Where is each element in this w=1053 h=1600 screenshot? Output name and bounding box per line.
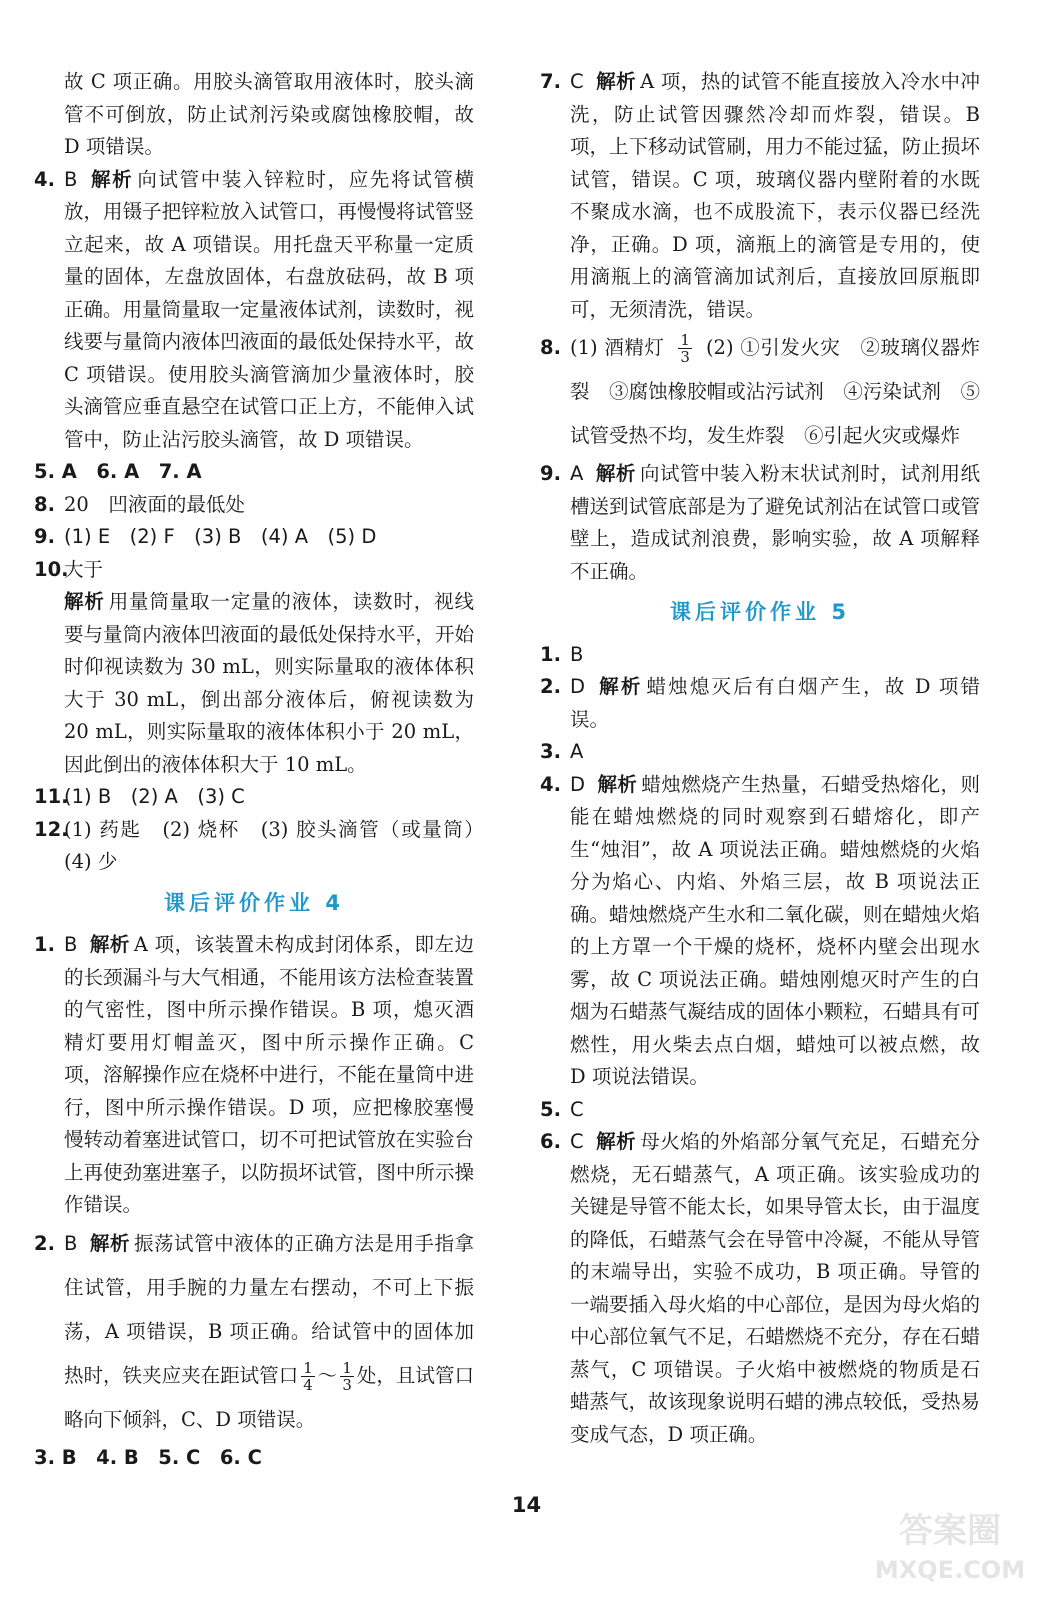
answer-choice: D (570, 772, 586, 796)
analysis-text: 向试管中装入锌粒时，应先将试管横放，用镊子把锌粒放入试管口，再慢慢将试管竖立起来，故 A 项错误。用托盘天平称量一定质量的固体，左盘放固体，右盘放砝码，故 B 项正确。用量筒量取一定量液体试剂，读数时，视线要与量筒内液体凹液面的最低处保持水平，故 C 项错误。使用胶头滴管滴加少量液体时，胶头滴管应垂直悬空在试管口正上方，不能伸入试管中，防止沾污胶头滴管，故 D 项错误。 (64, 167, 474, 451)
item-number: 1. (34, 933, 55, 956)
answer-list: 3. B 4. B 5. C 6. C (34, 1445, 262, 1469)
analysis-label: 解析 (64, 590, 105, 613)
answer-choice: B (64, 167, 78, 191)
watermark-top-text: 答案圈 (899, 1511, 1001, 1551)
item-number: 9. (540, 462, 561, 485)
answer-choice: A (570, 462, 584, 485)
right-column (540, 66, 980, 1451)
item-number: 4. (540, 772, 561, 796)
analysis-10 (34, 586, 474, 781)
item-number: 11. (34, 785, 69, 808)
analysis-text: 向试管中装入粉末状试剂时，试剂用纸槽送到试管底部是为了避免试剂沾在试管口或管壁上，造成试剂浪费，影响实验，故 A 项解释不正确。 (570, 462, 980, 583)
answer-item-4 (540, 769, 980, 1094)
item-number: 3. (540, 740, 561, 763)
analysis-label: 解析 (89, 933, 130, 956)
answer-item-5 (540, 1094, 980, 1127)
analysis-label: 解析 (595, 70, 637, 93)
answer-text: (1) B (2) A (3) C (64, 785, 245, 808)
answer-text: (1) 酒精灯 (570, 336, 665, 359)
answer-list: 5. A 6. A 7. A (34, 460, 202, 483)
left-column (34, 66, 494, 1474)
fraction-one-third: $\frac{1}{3}$ (342, 1358, 352, 1394)
answer-choice: B (570, 642, 584, 666)
fraction-one-third: $\frac{1}{3}$ (680, 331, 690, 366)
analysis-label: 解析 (89, 1231, 130, 1255)
answer-line-3-6 (34, 1442, 474, 1475)
answer-item-6 (540, 1126, 980, 1451)
answer-choice: A (570, 740, 584, 763)
answer-choice: C (570, 70, 584, 93)
item-number: 4. (34, 167, 55, 191)
analysis-text: A 项，该装置未构成封闭体系，即左边的长颈漏斗与大气相通，不能用该方法检查装置的气密性，图中所示操作错误。B 项，熄灭酒精灯要用灯帽盖灭，图中所示操作正确。C 项，溶解操作应在烧杯中进行，不能在量筒中进行，图中所示操作错误。D 项，应把橡胶塞慢慢转动着塞进试管口，切不可把试管放在实验台上再使劲塞进塞子，以防损坏试管，图中所示操作错误。 (64, 933, 474, 1216)
analysis-text: 蜡烛燃烧产生热量，石蜡受热熔化，则能在蜡烛燃烧的同时观察到石蜡熔化，即产生“烛泪”，故 A 项说法正确。蜡烛燃烧的火焰分为焰心、内焰、外焰三层，故 B 项说法正确。蜡烛燃烧产生水和二氧化碳，则在蜡烛火焰的上方罩一个干燥的烧杯，烧杯内壁会出现水雾，故 C 项说法正确。蜡烛刚熄灭时产生的白烟为石蜡蒸气凝结成的固体小颗粒，石蜡具有可燃性，用火柴去点白烟，蜡烛可以被点燃，故 D 项说法错误。 (570, 772, 980, 1088)
item-number: 10. (34, 557, 69, 581)
answer-item-8 (540, 326, 980, 458)
answer-text: (1) E (2) F (3) B (4) A (5) D (64, 525, 377, 548)
answer-choice: 大于 (64, 557, 104, 581)
item-number: 2. (34, 1231, 55, 1255)
analysis-text: A 项，热的试管不能直接放入冷水中冲洗，防止试管因骤然冷却而炸裂，错误。B 项，上下移动试管刷，用力不能过猛，防止损坏试管，错误。C 项，玻璃仪器内壁附着的水既不聚成水滴，也不成股流下，表示仪器已经洗净，正确。D 项，滴瓶上的滴管是专用的，使用滴瓶上的滴管滴加试剂后，直接放回原瓶即可，无须清洗，错误。 (570, 70, 980, 321)
answer-choice: D (570, 675, 586, 698)
item-number: 7. (540, 70, 561, 93)
item-number: 9. (34, 525, 55, 548)
answer-choice: C (570, 1130, 584, 1153)
answer-choice: C (570, 1097, 584, 1121)
tilde: ～ (317, 1363, 338, 1387)
answer-text: (1) 药匙 (2) 烧杯 (3) 胶头滴管（或量筒） (4) 少 (64, 817, 494, 873)
answer-item-4 (34, 164, 474, 457)
answer-item-7 (540, 66, 980, 326)
analysis-text: 蜡烛熄灭后有白烟产生，故 D 项错误。 (570, 675, 980, 731)
section-heading-5: 课后评价作业 5 (670, 600, 850, 624)
section-heading-4: 课后评价作业 4 (164, 890, 344, 915)
answer-item-1 (34, 929, 474, 1222)
analysis-label: 解析 (597, 675, 643, 698)
watermark-bottom-text: MXQE.COM (874, 1556, 1026, 1584)
answer-item-10 (34, 554, 474, 587)
item-number: 8. (34, 492, 55, 516)
answer-item-1 (540, 639, 980, 672)
answer-line-5-7 (34, 456, 474, 489)
answer-item-12 (34, 814, 494, 879)
page-number: 14 (511, 1493, 542, 1517)
analysis-text: 振荡试管中液体的正确方法是用手指拿住试管，用手腕的力量左右摆动，不可上下振荡，A 项错误，B 项正确。给试管中的固体加热时，铁夹应夹在距试管口 (64, 1231, 474, 1387)
analysis-text-cont: 处，且试管口略向下倾斜，C、D 项错误。 (64, 1363, 474, 1431)
item-number: 5. (540, 1097, 561, 1121)
answer-item-8 (34, 489, 474, 522)
item-number: 2. (540, 675, 561, 698)
analysis-text: 用量筒量取一定量的液体，读数时，视线要与量筒内液体凹液面的最低处保持水平，开始时仰视读数为 30 mL，则实际量取的液体体积大于 30 mL，倒出部分液体后，俯视读数为 20 mL，则实际量取的液体体积小于 20 mL，因此倒出的液体体积大于 10 mL。 (64, 590, 474, 776)
item-number: 1. (540, 642, 561, 666)
analysis-label: 解析 (595, 1130, 637, 1153)
item-number: 12. (34, 817, 69, 841)
answer-item-3 (540, 736, 980, 769)
answer-continuation: 故 C 项正确。用胶头滴管取用液体时，胶头滴管不可倒放，防止试剂污染或腐蚀橡胶帽，故 D 项错误。 (64, 70, 474, 158)
analysis-label: 解析 (597, 772, 638, 796)
watermark-logo (865, 1500, 1035, 1590)
answer-item-11 (34, 781, 474, 814)
answer-item-9 (34, 521, 474, 554)
answer-item-2 (34, 1222, 474, 1442)
answer-item-9 (540, 458, 980, 588)
analysis-label: 解析 (595, 462, 636, 485)
answer-text: 20 凹液面的最低处 (64, 492, 245, 516)
answer-text-cont: (2) ①引发火灾 ②玻璃仪器炸裂 ③腐蚀橡胶帽或沾污试剂 ④污染试剂 ⑤试管受热不均，发生炸裂 ⑥引起火灾或爆炸 (570, 336, 980, 447)
item-number: 6. (540, 1130, 561, 1153)
analysis-text: 母火焰的外焰部分氧气充足，石蜡充分燃烧，无石蜡蒸气，A 项正确。该实验成功的关键是导管不能太长，如果导管太长，由于温度的降低，石蜡蒸气会在导管中冷凝，不能从导管的末端导出，实验不成功，B 项正确。导管的一端要插入母火焰的中心部位，是因为母火焰的中心部位氧气不足，石蜡燃烧不充分，存在石蜡蒸气，C 项错误。子火焰中被燃烧的物质是石蜡蒸气，故该现象说明石蜡的沸点较低，受热易变成气态，D 项正确。 (570, 1130, 980, 1446)
answer-item-2 (540, 671, 980, 736)
answer-choice: B (64, 1231, 78, 1255)
analysis-label: 解析 (89, 167, 134, 191)
answer-choice: B (64, 933, 78, 956)
item-number: 8. (540, 336, 561, 359)
fraction-one-quarter: $\frac{1}{4}$ (303, 1358, 313, 1394)
